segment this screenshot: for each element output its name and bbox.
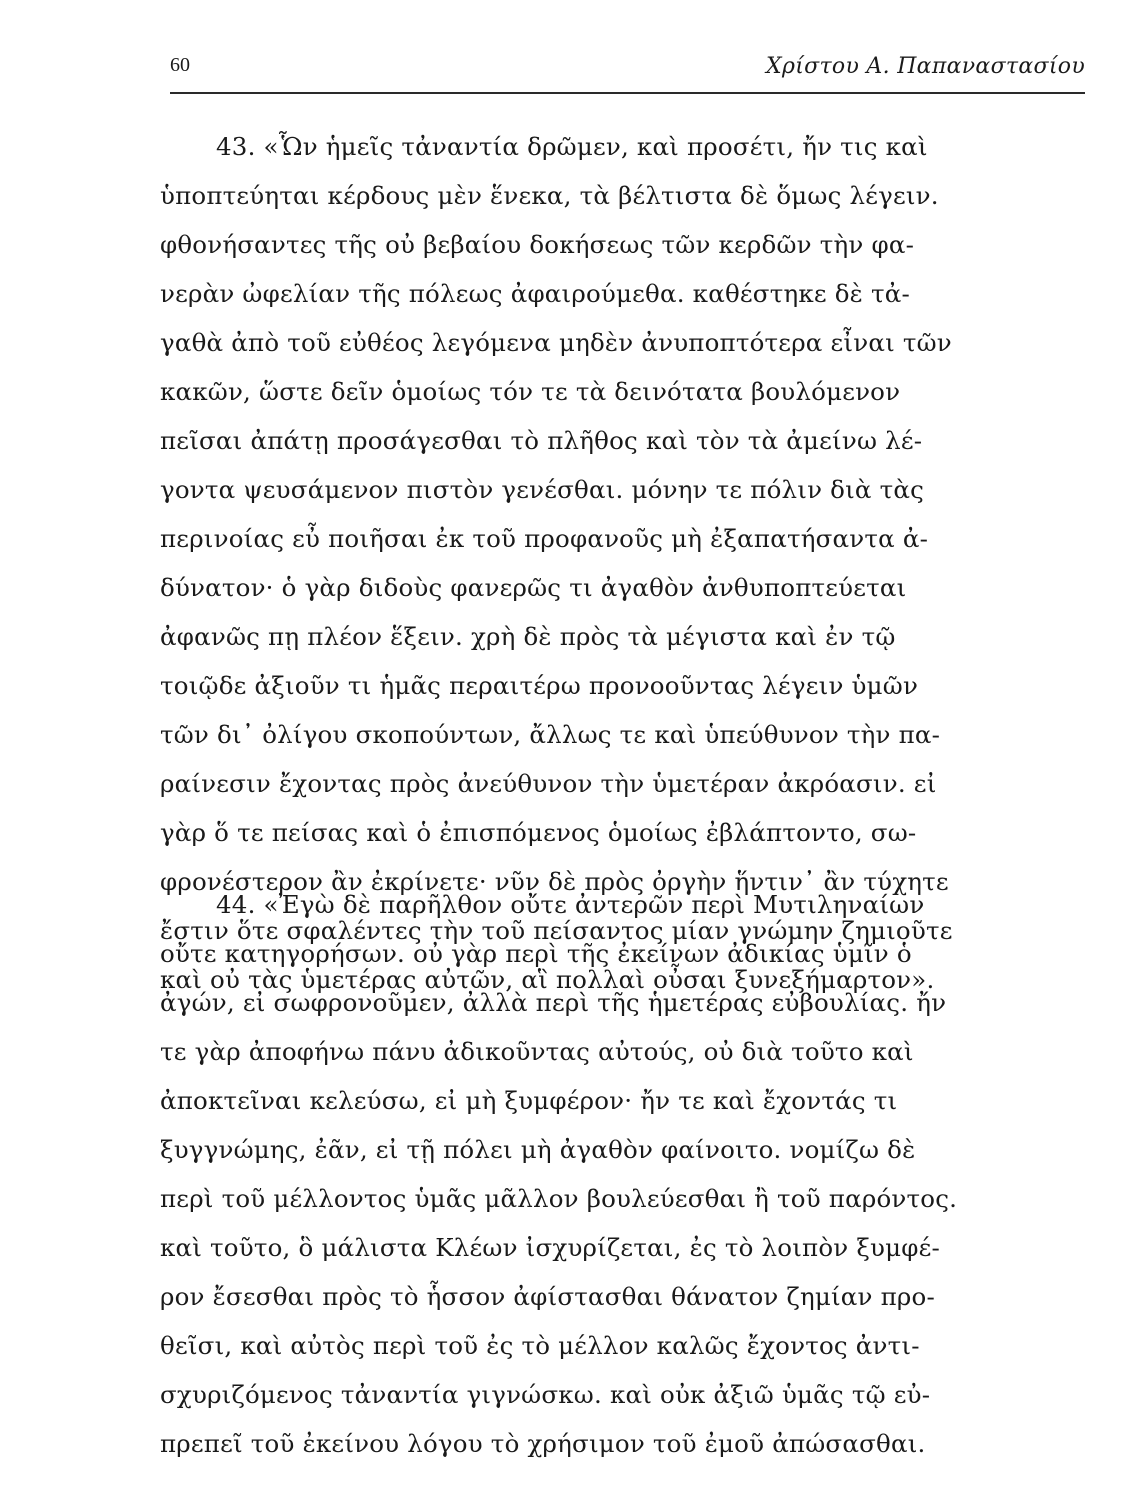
text-line: ἔστιν ὅτε σφαλέντες τὴν τοῦ πείσαντος μίαν γνώμην ζημιοῦτε — [160, 916, 953, 945]
text-line: περινοίας εὖ ποιῆσαι ἐκ τοῦ προφανοῦς μὴ ἐξαπατήσαντα ἀ- — [160, 524, 929, 553]
text-line: ἀποκτεῖναι κελεύσω, εἰ μὴ ξυμφέρον· ἤν τε καὶ ἔχοντάς τι — [160, 1086, 898, 1115]
text-line: σχυριζόμενος τἀναντία γιγνώσκω. καὶ οὐκ ἀξιῶ ὑμᾶς τῷ εὐ- — [160, 1380, 931, 1409]
text-line: τῶν δι᾽ ὀλίγου σκοπούντων, ἄλλως τε καὶ ὑπεύθυνον τὴν πα- — [160, 720, 941, 749]
text-line: δύνατον· ὁ γὰρ διδοὺς φανερῶς τι ἀγαθὸν ἀνθυποπτεύεται — [160, 573, 907, 602]
text-line: οὔτε κατηγορήσων. οὐ γὰρ περὶ τῆς ἐκείνων ἀδικίας ὑμῖν ὁ — [160, 939, 912, 968]
text-line: φθονήσαντες τῆς οὐ βεβαίου δοκήσεως τῶν κερδῶν τὴν φα- — [160, 230, 915, 259]
running-head: Χρίστου Α. Παπαναστασίου — [766, 54, 1085, 79]
text-line: πεῖσαι ἀπάτῃ προσάγεσθαι τὸ πλῆθος καὶ τὸν τὰ ἀμείνω λέ- — [160, 426, 923, 455]
text-line: γὰρ ὅ τε πείσας καὶ ὁ ἐπισπόμενος ὁμοίως ἐβλάπτοντο, σω- — [160, 818, 917, 847]
header-rule — [170, 92, 1085, 94]
text-line: ὑποπτεύηται κέρδους μὲν ἕνεκα, τὰ βέλτιστα δὲ ὅμως λέγειν. — [160, 181, 939, 210]
text-line: καὶ οὐ τὰς ὑμετέρας αὐτῶν, αἳ πολλαὶ οὖσαι ξυνεξήμαρτον». — [160, 965, 935, 994]
text-line: γοντα ψευσάμενον πιστὸν γενέσθαι. μόνην τε πόλιν διὰ τὰς — [160, 475, 925, 504]
text-line: ἀφανῶς πῃ πλέον ἕξειν. χρὴ δὲ πρὸς τὰ μέγιστα καὶ ἐν τῷ — [160, 622, 896, 651]
text-line: τε γὰρ ἀποφήνω πάνυ ἀδικοῦντας αὐτούς, οὐ διὰ τοῦτο καὶ — [160, 1037, 914, 1066]
page-number: 60 — [170, 54, 190, 76]
text-line: περὶ τοῦ μέλλοντος ὑμᾶς μᾶλλον βουλεύεσθαι ἢ τοῦ παρόντος. — [160, 1184, 958, 1213]
text-line: 44. «Ἐγὼ δὲ παρῆλθον οὔτε ἀντερῶν περὶ Μυτιληναίων — [216, 890, 925, 919]
paragraph-44 — [160, 880, 1060, 1468]
page-header — [170, 54, 1085, 90]
text-line: πρεπεῖ τοῦ ἐκείνου λόγου τὸ χρήσιμον τοῦ ἐμοῦ ἀπώσασθαι. — [160, 1429, 926, 1458]
text-line: ρον ἔσεσθαι πρὸς τὸ ἧσσον ἀφίστασθαι θάνατον ζημίαν προ- — [160, 1282, 935, 1311]
text-line: καὶ τοῦτο, ὃ μάλιστα Κλέων ἰσχυρίζεται, ἐς τὸ λοιπὸν ξυμφέ- — [160, 1233, 940, 1262]
text-line: κακῶν, ὥστε δεῖν ὁμοίως τόν τε τὰ δεινότατα βουλόμενον — [160, 377, 901, 406]
text-line: τοιῷδε ἀξιοῦν τι ἡμᾶς περαιτέρω προνοοῦντας λέγειν ὑμῶν — [160, 671, 919, 700]
text-line: φρονέστερον ἂν ἐκρίνετε· νῦν δὲ πρὸς ὀργὴν ἥντιν᾽ ἂν τύχητε — [160, 867, 949, 896]
text-line: θεῖσι, καὶ αὐτὸς περὶ τοῦ ἐς τὸ μέλλον καλῶς ἔχοντος ἀντι- — [160, 1331, 920, 1360]
text-line: νερὰν ὠφελίαν τῆς πόλεως ἀφαιρούμεθα. καθέστηκε δὲ τἀ- — [160, 279, 910, 308]
text-line: γαθὰ ἀπὸ τοῦ εὐθέος λεγόμενα μηδὲν ἀνυποπτότερα εἶναι τῶν — [160, 328, 952, 357]
text-line: ραίνεσιν ἔχοντας πρὸς ἀνεύθυνον τὴν ὑμετέραν ἀκρόασιν. εἰ — [160, 769, 937, 798]
text-line: 43. «Ὧν ἡμεῖς τἀναντία δρῶμεν, καὶ προσέτι, ἤν τις καὶ — [216, 132, 928, 161]
text-line: ξυγγνώμης, ἐᾶν, εἰ τῇ πόλει μὴ ἀγαθὸν φαίνοιτο. νομίζω δὲ — [160, 1135, 916, 1164]
paragraph-43 — [160, 122, 1060, 1004]
text-line: ἀγών, εἰ σωφρονοῦμεν, ἀλλὰ περὶ τῆς ἡμετέρας εὐβουλίας. ἤν — [160, 988, 947, 1017]
